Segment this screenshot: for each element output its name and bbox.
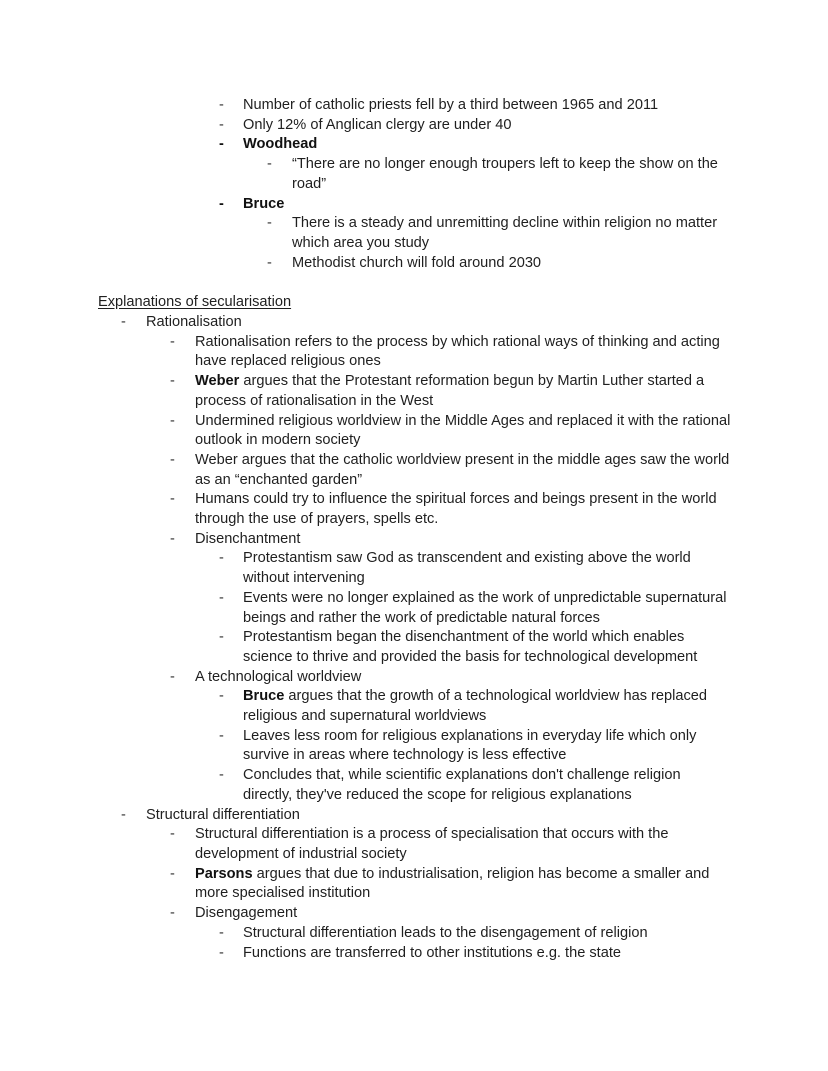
bullet-dash: - — [170, 826, 175, 843]
bullet-dash: - — [219, 195, 224, 212]
bullet-dash: - — [170, 412, 175, 429]
bullet-dash: - — [170, 491, 175, 508]
bullet-dash: - — [267, 215, 272, 232]
list-item: - Events were no longer explained as the work of unpredictable supernatural beings and rather the work of predictable natural forces — [219, 589, 727, 626]
bullet-dash: - — [267, 254, 272, 271]
section-bullet-list — [0, 313, 828, 963]
list-item: - Number of catholic priests fell by a third between 1965 and 2011 — [0, 96, 828, 116]
list-item-disengagement: - Disengagement — [0, 904, 828, 924]
list-item: - Bruce argues that the growth of a technological worldview has replaced religious and supernatural worldviews — [219, 688, 708, 725]
author-name: Bruce — [243, 688, 285, 705]
list-item: - Methodist church will fold around 2030 — [0, 254, 828, 274]
list-item: - Humans could try to influence the spiritual forces and beings present in the world through the use of prayers, spells etc. — [170, 491, 717, 528]
bullet-dash: - — [121, 806, 126, 823]
author-name: Woodhead — [243, 136, 318, 153]
bullet-dash: - — [219, 688, 224, 705]
bullet-dash: - — [219, 116, 224, 133]
top-bullet-list — [0, 96, 828, 273]
author-name: Weber — [195, 373, 240, 390]
bullet-dash: - — [219, 924, 224, 941]
list-item: - Structural differentiation is a process of specialisation that occurs with the development of industrial society — [170, 826, 669, 862]
list-item — [0, 155, 828, 194]
list-item: - Leaves less room for religious explanations in everyday life which only survive in areas where technology is less effective — [219, 727, 697, 764]
list-item-rationalisation: - Rationalisation — [0, 313, 828, 333]
author-name: Bruce — [243, 195, 285, 212]
bullet-dash: - — [219, 629, 224, 646]
list-item: - Weber argues that the catholic worldview present in the middle ages saw the world as an “enchanted garden” — [170, 451, 730, 488]
list-item: - Protestantism began the disenchantment of the world which enables science to thrive and provided the basis for technological development — [219, 629, 698, 665]
list-item: - Undermined religious worldview in the Middle Ages and replaced it with the rational outlook in modern society — [170, 412, 731, 449]
bullet-dash: - — [170, 905, 175, 922]
bullet-dash: - — [219, 136, 224, 153]
list-item-technological-worldview: - A technological worldview — [0, 668, 828, 688]
list-item: - Rationalisation refers to the process by which rational ways of thinking and acting have replaced religious ones — [170, 333, 720, 370]
bullet-dash: - — [219, 944, 224, 961]
bullet-dash: - — [219, 97, 224, 113]
list-item: - Protestantism saw God as transcendent and existing above the world without intervening — [219, 550, 691, 587]
list-item-structural-differentiation: - Structural differentiation — [0, 806, 828, 826]
list-item: - Only 12% of Anglican clergy are under 40 — [0, 116, 828, 136]
bullet-dash: - — [170, 373, 175, 390]
list-item: - Weber argues that the Protestant reformation begun by Martin Luther started a process of rationalisation in the West — [170, 373, 705, 409]
bullet-dash: - — [170, 333, 175, 350]
bullet-dash: - — [170, 530, 175, 547]
list-item: - There is a steady and unremitting decline within religion no matter which area you study — [267, 215, 718, 251]
bullet-dash: - — [170, 865, 175, 882]
list-item: - Parsons argues that due to industrialisation, religion has become a smaller and more specialised institution — [170, 865, 710, 902]
bullet-dash: - — [170, 668, 175, 685]
list-item: - Structural differentiation leads to the disengagement of religion — [0, 924, 828, 944]
bullet-dash: - — [219, 727, 224, 744]
list-item-bruce — [0, 195, 828, 215]
section-heading: Explanations of secularisation — [98, 294, 292, 310]
list-item: - Functions are transferred to other institutions e.g. the state — [0, 944, 828, 964]
list-item-disenchantment: - Disenchantment — [0, 530, 828, 550]
list-item-woodhead — [0, 135, 828, 155]
author-name: Parsons — [195, 865, 253, 882]
bullet-dash: - — [267, 156, 272, 173]
bullet-dash: - — [219, 589, 224, 606]
bullet-dash: - — [219, 550, 224, 567]
bullet-dash: - — [170, 451, 175, 468]
list-item: - Concludes that, while scientific explanations don't challenge religion directly, they've reduced the scope for religious explanations — [219, 767, 681, 803]
bullet-dash: - — [121, 314, 126, 330]
quote-text: “There are no longer enough troupers left to keep the show on the road” — [292, 156, 718, 192]
bullet-dash: - — [219, 767, 224, 784]
